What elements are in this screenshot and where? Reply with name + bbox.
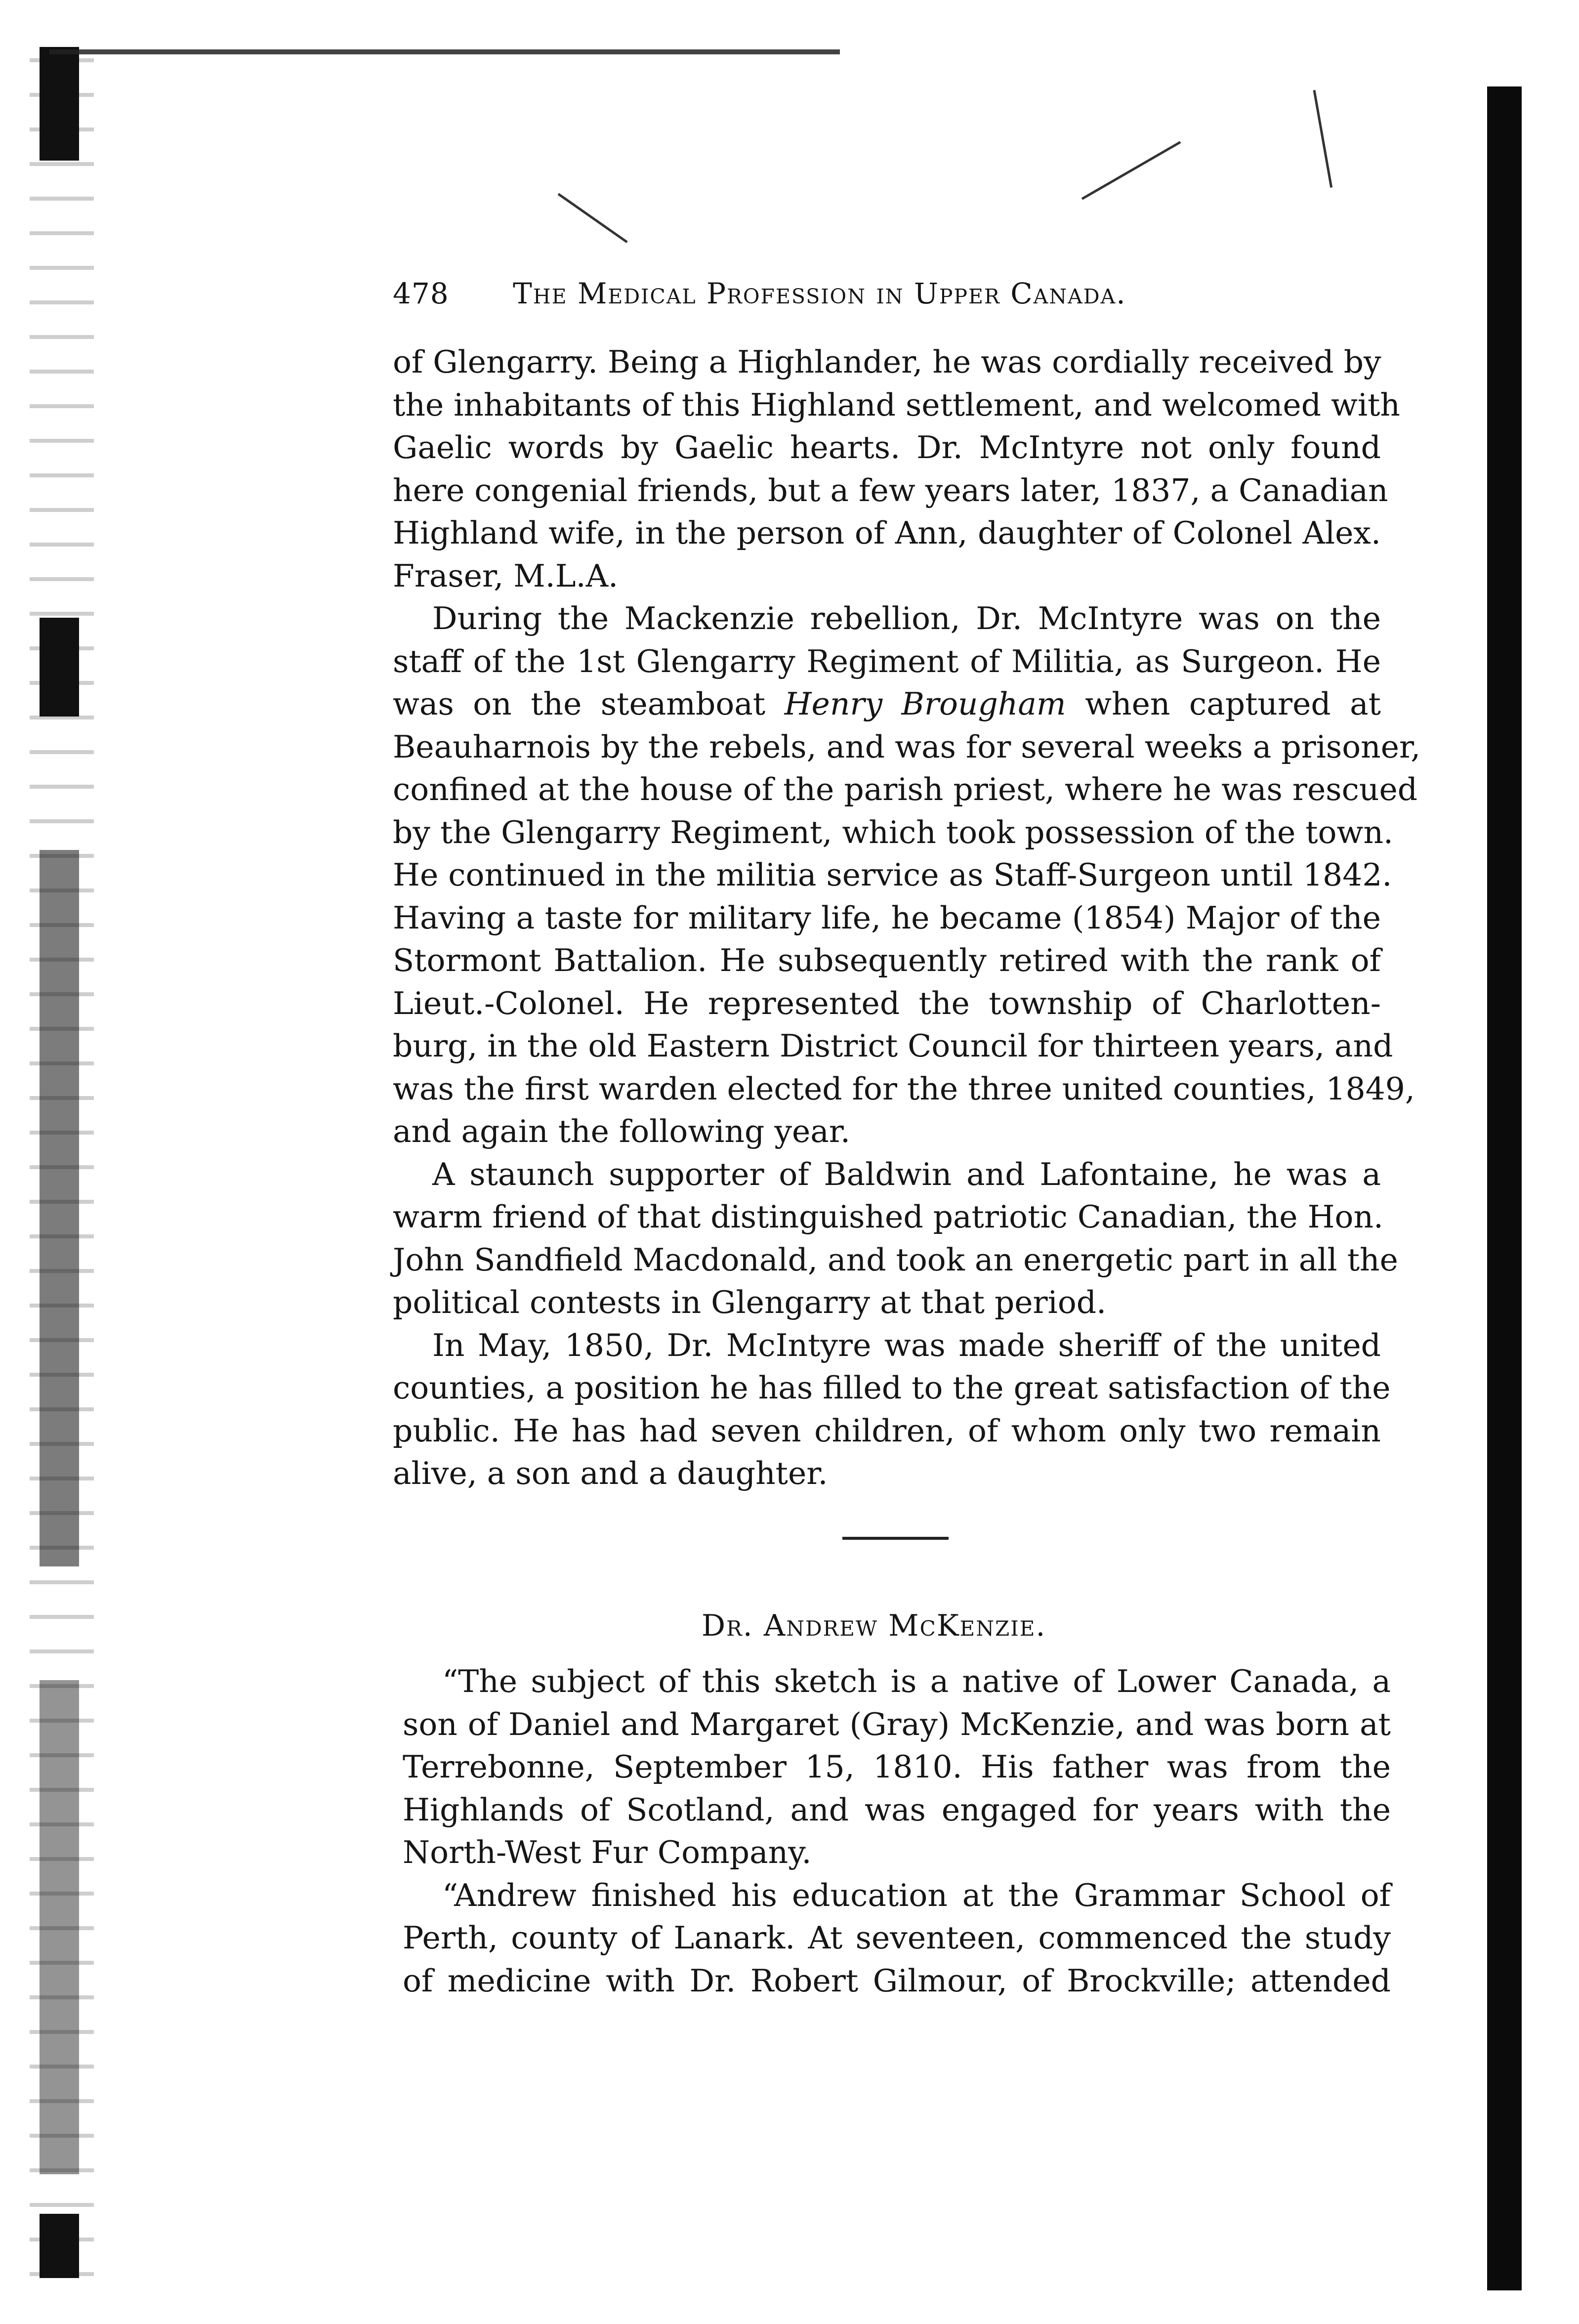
text-line: Highland wife, in the person of Ann, daughter of Colonel Alex.	[393, 515, 1381, 551]
scan-scratch	[1081, 141, 1181, 200]
scan-mark-left	[40, 618, 79, 717]
text-line: “Andrew finished his education at the Grammar School of	[442, 1877, 1391, 1913]
text-line: alive, a son and a daughter.	[393, 1455, 828, 1491]
text-line: Lieut.-Colonel. He represented the township of Charlotten-	[393, 985, 1381, 1021]
text-line: warm friend of that distinguished patriotic Canadian, the Hon.	[393, 1199, 1384, 1235]
text-line: Beauharnois by the rebels, and was for several weeks a prisoner,	[393, 728, 1421, 765]
text-line: Fraser, M.L.A.	[393, 557, 619, 594]
paragraph	[403, 1874, 1391, 2003]
text-line: political contests in Glengarry at that period.	[393, 1284, 1107, 1320]
ship-name: Henry Brougham	[784, 686, 1066, 722]
text-line: by the Glengarry Regiment, which took possession of the town.	[393, 814, 1394, 850]
section-text	[403, 1660, 1391, 2002]
paragraph	[393, 597, 1421, 1153]
paragraph	[393, 1153, 1398, 1324]
text-line: counties, a position he has filled to the great satisfaction of the	[393, 1370, 1391, 1406]
text-line: Highlands of Scotland, and was engaged for years with the	[403, 1791, 1391, 1828]
scan-edge-right	[1487, 86, 1522, 2290]
section-heading: Dr. Andrew McKenzie.	[702, 1608, 1046, 1643]
text-line: Perth, county of Lanark. At seventeen, commenced the study	[403, 1920, 1391, 1956]
text-line: the inhabitants of this Highland settlement, and welcomed with	[393, 386, 1401, 423]
text-fragment: was on the steamboat	[393, 686, 785, 722]
text-line: “The subject of this sketch is a native of Lower Canada, a	[442, 1663, 1391, 1699]
page-number: 478	[393, 277, 449, 310]
scan-scratch	[558, 193, 628, 243]
paragraph	[403, 1660, 1391, 1874]
text-line: During the Mackenzie rebellion, Dr. McIntyre was on the	[432, 600, 1381, 636]
text-line: Having a taste for military life, he became (1854) Major of the	[393, 899, 1381, 936]
text-fragment: when captured at	[1066, 686, 1381, 722]
text-line: Terrebonne, September 15, 1810. His father was from the	[403, 1749, 1391, 1785]
text-line: here congenial friends, but a few years later, 1837, a Canadian	[393, 472, 1388, 508]
text-line: and again the following year.	[393, 1113, 851, 1149]
text-line: In May, 1850, Dr. McIntyre was made sheriff of the united	[432, 1327, 1381, 1363]
scan-mark-left	[40, 850, 79, 1566]
scan-scratch	[1313, 90, 1333, 188]
running-title: The Medical Profession in Upper Canada.	[513, 277, 1126, 310]
text-line: A staunch supporter of Baldwin and Lafontaine, he was a	[432, 1156, 1381, 1192]
scan-mark-left	[40, 2214, 79, 2278]
text-line: public. He has had seven children, of whom only two remain	[393, 1412, 1381, 1449]
text-line: Stormont Battalion. He subsequently retired with the rank of	[393, 942, 1381, 978]
section-divider	[842, 1537, 949, 1540]
scan-top-rule	[49, 49, 840, 54]
body-text	[393, 341, 1421, 1495]
text-line: John Sandfield Macdonald, and took an energetic part in all the	[393, 1241, 1398, 1278]
text-line: He continued in the militia service as Staff-Surgeon until 1842.	[393, 857, 1392, 893]
text-line: son of Daniel and Margaret (Gray) McKenzie, and was born at	[403, 1706, 1391, 1742]
text-line: of Glengarry. Being a Highlander, he was cordially received by	[393, 344, 1381, 380]
paragraph	[393, 341, 1401, 597]
text-line: staff of the 1st Glengarry Regiment of Militia, as Surgeon. He	[393, 643, 1381, 679]
running-header	[393, 277, 1346, 310]
text-line: North-West Fur Company.	[403, 1834, 812, 1870]
text-line-with-italic	[393, 683, 1381, 726]
text-line: Gaelic words by Gaelic hearts. Dr. McIntyre not only found	[393, 429, 1381, 465]
text-line: confined at the house of the parish priest, where he was rescued	[393, 771, 1418, 807]
text-line: was the first warden elected for the three united counties, 1849,	[393, 1070, 1415, 1107]
scan-mark-left	[40, 47, 79, 161]
paragraph	[393, 1324, 1391, 1495]
text-line: burg, in the old Eastern District Council for thirteen years, and	[393, 1028, 1393, 1064]
text-line: of medicine with Dr. Robert Gilmour, of Brockville; attended	[403, 1962, 1391, 1999]
scan-mark-left	[40, 1680, 79, 2174]
